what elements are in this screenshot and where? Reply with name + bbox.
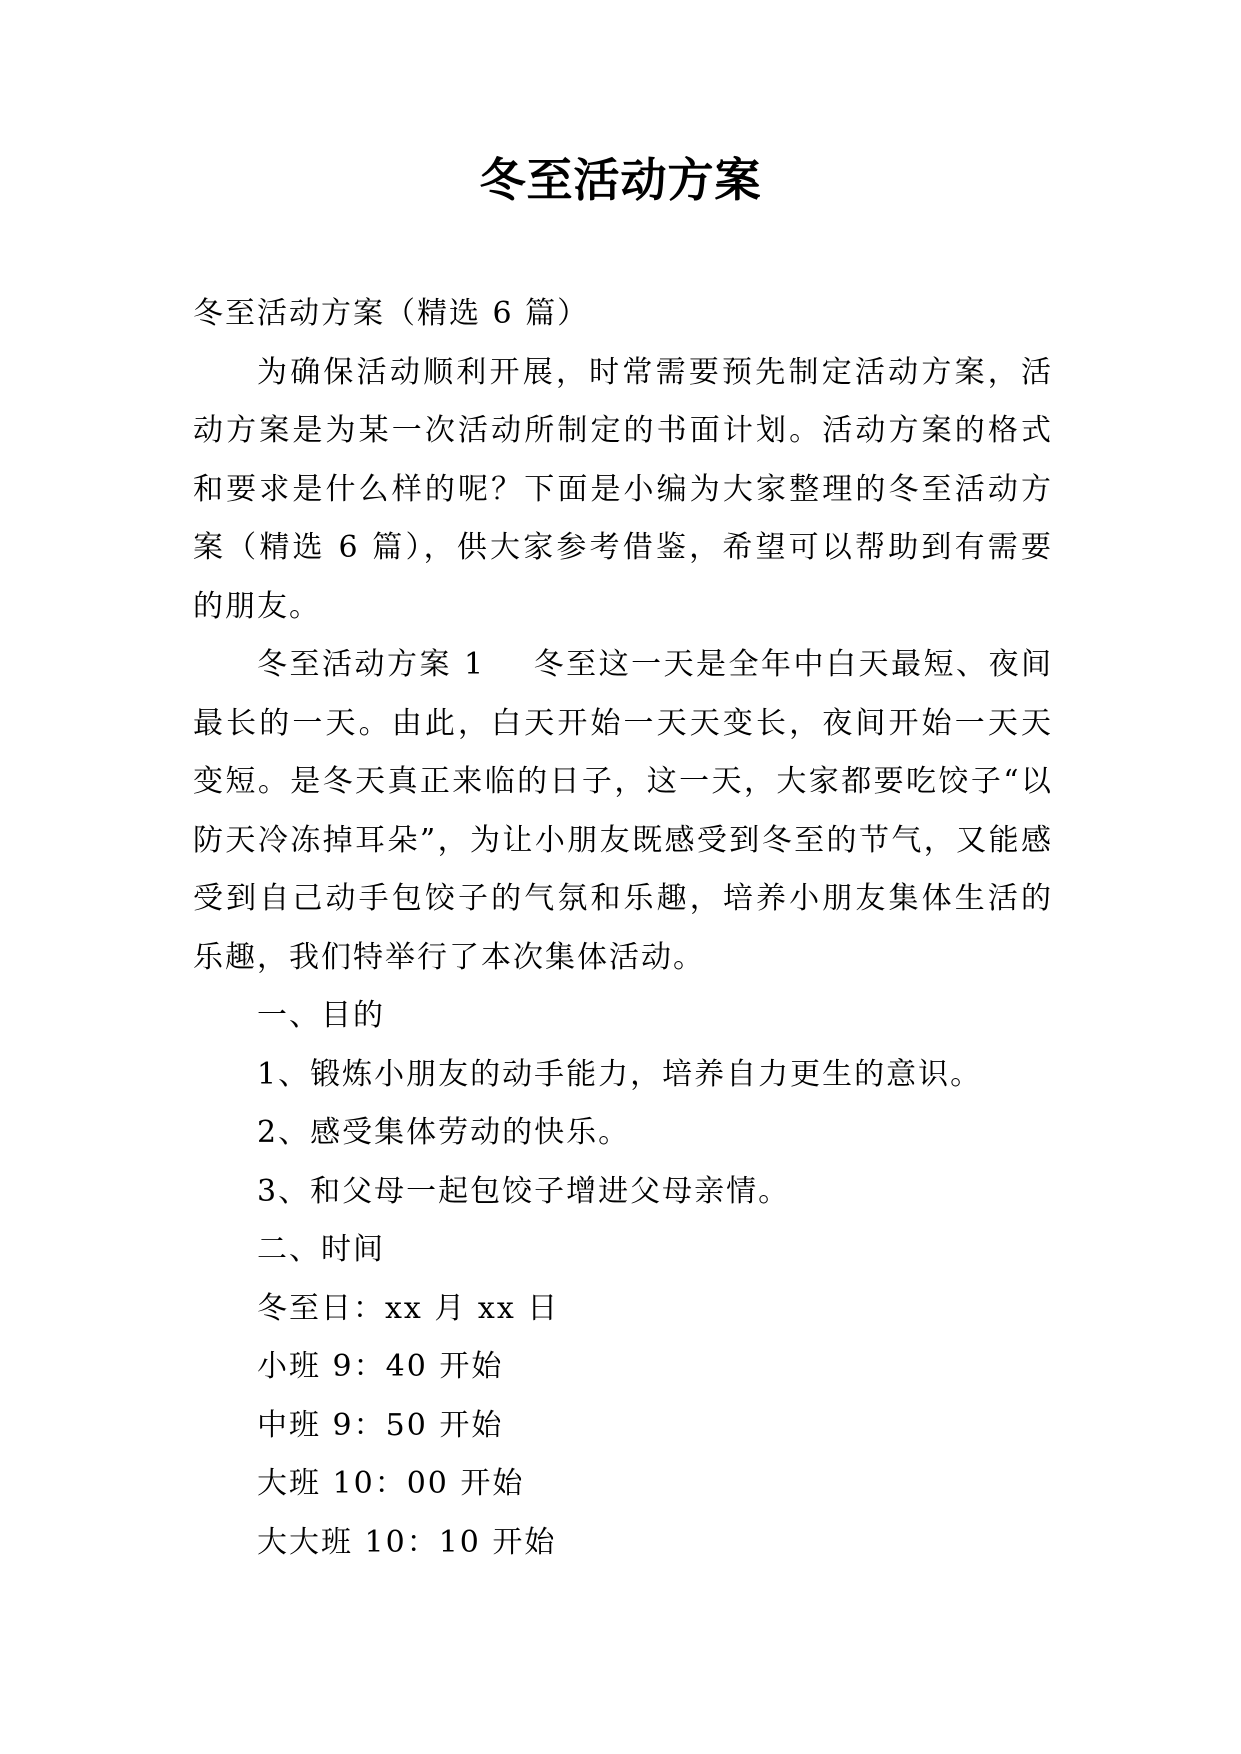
goal-item: 3、和父母一起包饺子增进父母亲情。: [257, 1173, 791, 1209]
section-time-heading: 二、时间: [257, 1232, 385, 1267]
time-item: 中班 9：50 开始: [257, 1407, 504, 1443]
plan1-heading: 冬至活动方案 1: [257, 647, 486, 682]
plan1-body: 冬至这一天是全年中白天最短、夜间最长的一天。由此，白天开始一天天变长，夜间开始一天天变短。是冬天真正来临的日子，这一天，大家都要吃饺子“以防天冷冻掉耳朵”，为让小朋友既感受到冬至的节气，又能感受到自己动手包饺子的气氛和乐趣，培养小朋友集体生活的乐趣，我们特举行了本次集体活动。: [193, 647, 1054, 975]
time-item: 大大班 10：10 开始: [257, 1524, 557, 1560]
time-item: 大班 10：00 开始: [257, 1466, 525, 1501]
document-subtitle: 冬至活动方案（精选 6 篇）: [193, 296, 590, 331]
intro-paragraph: 为确保活动顺利开展，时常需要预先制定活动方案，活动方案是为某一次活动所制定的书面计划。活动方案的格式和要求是什么样的呢？下面是小编为大家整理的冬至活动方案（精选 6 篇），供大家参考借鉴，希望可以帮助到有需要的朋友。: [193, 354, 1053, 624]
time-item: 小班 9：40 开始: [257, 1349, 504, 1384]
document-body: [193, 285, 1053, 1572]
goal-item: 1、锻炼小朋友的动手能力，培养自力更生的意识。: [257, 1056, 983, 1092]
time-item: 冬至日：xx 月 xx 日: [257, 1290, 560, 1326]
plan1-paragraph: [193, 636, 1053, 987]
document-title: 冬至活动方案: [479, 153, 762, 207]
section-goal-heading: 一、目的: [257, 998, 385, 1033]
goal-item: 2、感受集体劳动的快乐。: [257, 1115, 631, 1150]
